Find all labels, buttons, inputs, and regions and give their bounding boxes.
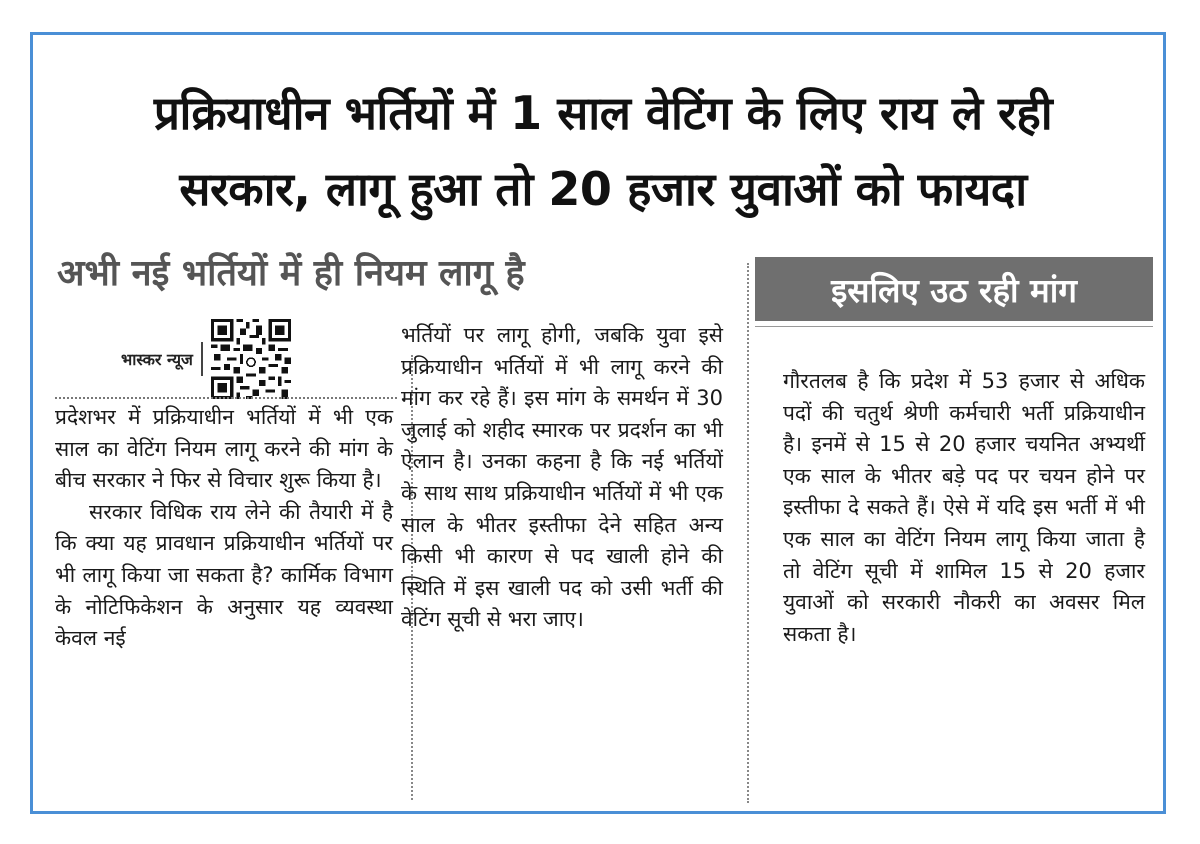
article-paragraph: प्रदेशभर में प्रक्रियाधीन भर्तियों में भी एक साल का वेटिंग नियम लागू करने की मांग के बीच सरकार ने फिर से विचार शुरू किया है। (55, 405, 393, 493)
dotted-rule (55, 397, 397, 399)
headline-line-2: सरकार, लागू हुआ तो 20 हजार युवाओं को फायदा (179, 162, 1027, 216)
sidebar-header (755, 257, 1153, 321)
sidebar-paragraph: गौरतलब है कि प्रदेश में 53 हजार से अधिक पदों की चतुर्थ श्रेणी कर्मचारी भर्ती प्रक्रियाधीन है। इनमें से 15 से 20 हजार चयनित अभ्यर्थी एक साल के भीतर बड़े पद पर चयन होने पर इस्तीफा दे सकते हैं। ऐसे में यदि इस भर्ती में भी एक साल का वेटिंग नियम लागू किया जाता है तो वेटिंग सूची में शामिल 15 से 20 हजार युवाओं को सरकारी नौकरी का अवसर मिल सकता है। (783, 369, 1145, 646)
headline-line-1: प्रक्रियाधीन भर्तियों में 1 साल वेटिंग के लिए राय ले रही (153, 86, 1053, 140)
byline-separator (201, 342, 203, 376)
byline (121, 317, 291, 401)
sidebar-body (783, 366, 1145, 806)
article-column-1 (55, 402, 393, 802)
article-paragraph: सरकार विधिक राय लेने की तैयारी में है कि क्या यह प्रावधान प्रक्रियाधीन भर्तियों पर भी लागू किया जा सकता है? कार्मिक विभाग के नोटिफिकेशन के अनुसार यह व्यवस्था केवल नई (55, 499, 393, 651)
article-frame (30, 32, 1166, 814)
byline-source: भास्कर न्यूज (121, 350, 193, 369)
sidebar-title: इसलिए उठ रही मांग (831, 270, 1077, 310)
subheadline: अभी नई भर्तियों में ही नियम लागू है (57, 253, 525, 294)
article-paragraph: भर्तियों पर लागू होगी, जबकि युवा इसे प्रक्रियाधीन भर्तियों में भी लागू करने की मांग कर रहे हैं। इस मांग के समर्थन में 30 जुलाई को शहीद स्मारक पर प्रदर्शन का भी ऐलान है। उनका कहना है कि नई भर्तियों के साथ साथ प्रक्रियाधीन भर्तियों में भी एक साल के भीतर इस्तीफा देने सहित अन्य किसी भी कारण से पद खाली होने की स्थिति में इस खाली पद को उसी भर्ती की वेटिंग सूची से भरा जाए। (401, 323, 723, 632)
article-column-2 (401, 320, 723, 800)
qr-code-icon (211, 319, 291, 399)
column-divider (747, 263, 749, 803)
sidebar-rule (755, 326, 1153, 327)
headline (53, 75, 1153, 227)
